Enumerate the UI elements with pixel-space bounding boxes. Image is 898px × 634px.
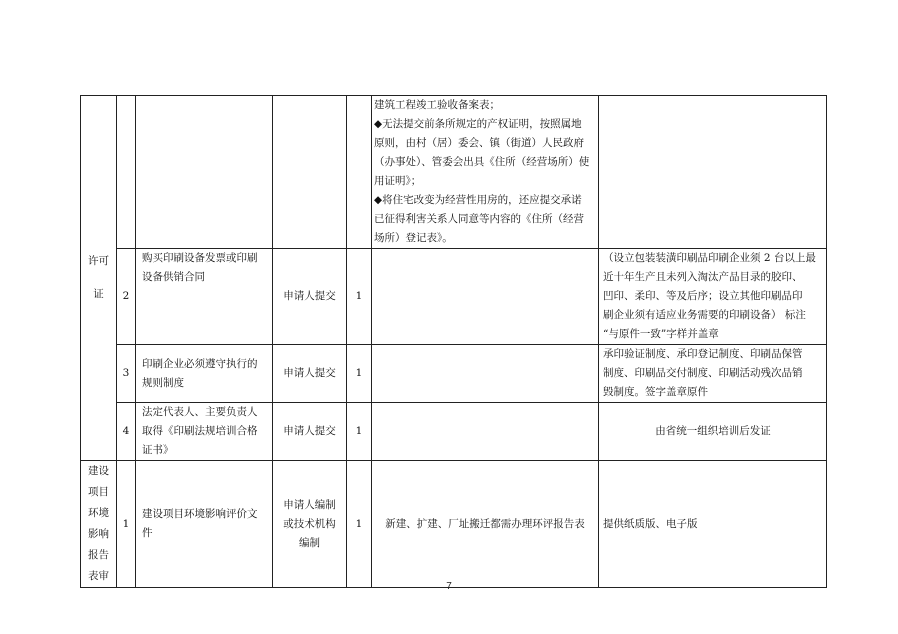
material-name-cell — [136, 96, 273, 249]
category-text: 表审 — [88, 570, 109, 582]
notes-cell — [599, 249, 827, 345]
material-name-line: 购买印刷设备发票或印刷 — [142, 252, 258, 264]
material-source-cell: 申请人提交 — [273, 249, 347, 345]
notes-cell: 由省统一组织培训后发证 — [599, 403, 827, 461]
material-name-cell — [136, 461, 273, 588]
material-source-line: 申请人编制 — [283, 498, 336, 511]
requirement-line: 原则，由村（居）委会、镇（街道）人民政府 — [374, 137, 584, 149]
requirements-cell — [372, 249, 599, 345]
note-line: 近十年生产且未列入淘汰产品目录的胶印、 — [603, 271, 803, 283]
material-name-line: 规则制度 — [142, 376, 184, 389]
category-cell — [81, 461, 117, 588]
category-cell — [81, 96, 117, 461]
note-line: 凹印、柔印、等及后序；设立其他印刷品印 — [603, 290, 803, 302]
copies-cell: 1 — [347, 461, 372, 588]
category-text: 项目 — [88, 486, 109, 498]
row-number-cell — [117, 96, 136, 249]
note-line: 刷企业须有适应业务需要的印刷设备） 标注 — [603, 309, 806, 321]
requirement-line: （办事处）、管委会出具《住所（经营场所）使 — [374, 156, 590, 168]
page-number: 7 — [446, 581, 452, 592]
material-name-line: 证书》 — [142, 444, 174, 456]
note-line: 承印验证制度、承印登记制度、印刷品保管 — [603, 348, 803, 360]
material-source-cell — [273, 461, 347, 588]
material-name-line: 取得《印刷法规培训合格 — [142, 425, 258, 437]
requirements-cell — [372, 96, 599, 249]
material-name-line: 法定代表人、主要负责人 — [142, 406, 258, 418]
note-line: “与原件一致”字样并盖章 — [603, 328, 719, 340]
notes-cell — [599, 345, 827, 403]
copies-cell: 1 — [347, 345, 372, 403]
material-name-line: 建设项目环境影响评价文 — [142, 508, 258, 520]
requirement-line: 已征得利害关系人同意等内容的《住所（经营 — [374, 213, 584, 225]
requirement-line: ◆无法提交前条所规定的产权证明，按照属地 — [374, 118, 582, 130]
material-name-line: 印刷企业必须遵守执行的 — [142, 357, 258, 370]
requirements-cell: 新建、扩建、厂址搬迁都需办理环评报告表 — [372, 461, 599, 588]
table-row — [81, 461, 827, 588]
table-row — [81, 403, 827, 461]
material-name-line: 件 — [142, 527, 153, 539]
requirement-line: 场所）登记表》。 — [374, 232, 453, 244]
table-row — [81, 96, 827, 249]
material-name-cell — [136, 403, 273, 461]
category-text: 报告 — [88, 549, 109, 561]
table-row — [81, 345, 827, 403]
copies-cell — [347, 96, 372, 249]
material-name-line: 设备供销合同 — [142, 271, 205, 283]
requirements-cell — [372, 403, 599, 461]
requirement-line: 用证明》； — [374, 175, 422, 187]
category-text: 影响 — [88, 528, 109, 540]
material-name-cell — [136, 249, 273, 345]
copies-cell: 1 — [347, 403, 372, 461]
table-row — [81, 249, 827, 345]
requirement-line: ◆将住宅改变为经营性用房的，还应提交承诺 — [374, 194, 582, 206]
row-number-cell: 1 — [117, 461, 136, 588]
note-line: 制度、印刷品交付制度、印刷活动残次品销 — [603, 367, 803, 379]
material-source-cell: 申请人提交 — [273, 345, 347, 403]
materials-table — [80, 95, 827, 588]
notes-cell: 提供纸质版、电子版 — [599, 461, 827, 588]
copies-cell: 1 — [347, 249, 372, 345]
notes-cell — [599, 96, 827, 249]
category-text: 许可 — [88, 255, 109, 267]
material-source-line: 编制 — [299, 536, 320, 549]
material-name-cell — [136, 345, 273, 403]
row-number-cell: 3 — [117, 345, 136, 403]
category-text: 环境 — [88, 507, 109, 519]
material-source-line: 或技术机构 — [283, 517, 336, 530]
category-text: 证 — [93, 288, 104, 300]
note-line: （设立包装装潢印刷品印刷企业须 2 台以上最 — [603, 252, 816, 264]
row-number-cell: 4 — [117, 403, 136, 461]
material-source-cell — [273, 96, 347, 249]
row-number-cell: 2 — [117, 249, 136, 345]
category-text: 建设 — [88, 465, 109, 477]
requirements-cell — [372, 345, 599, 403]
material-source-cell: 申请人提交 — [273, 403, 347, 461]
requirement-line: 建筑工程竣工验收备案表； — [374, 99, 500, 111]
note-line: 毁制度。签字盖章原件 — [603, 386, 708, 398]
